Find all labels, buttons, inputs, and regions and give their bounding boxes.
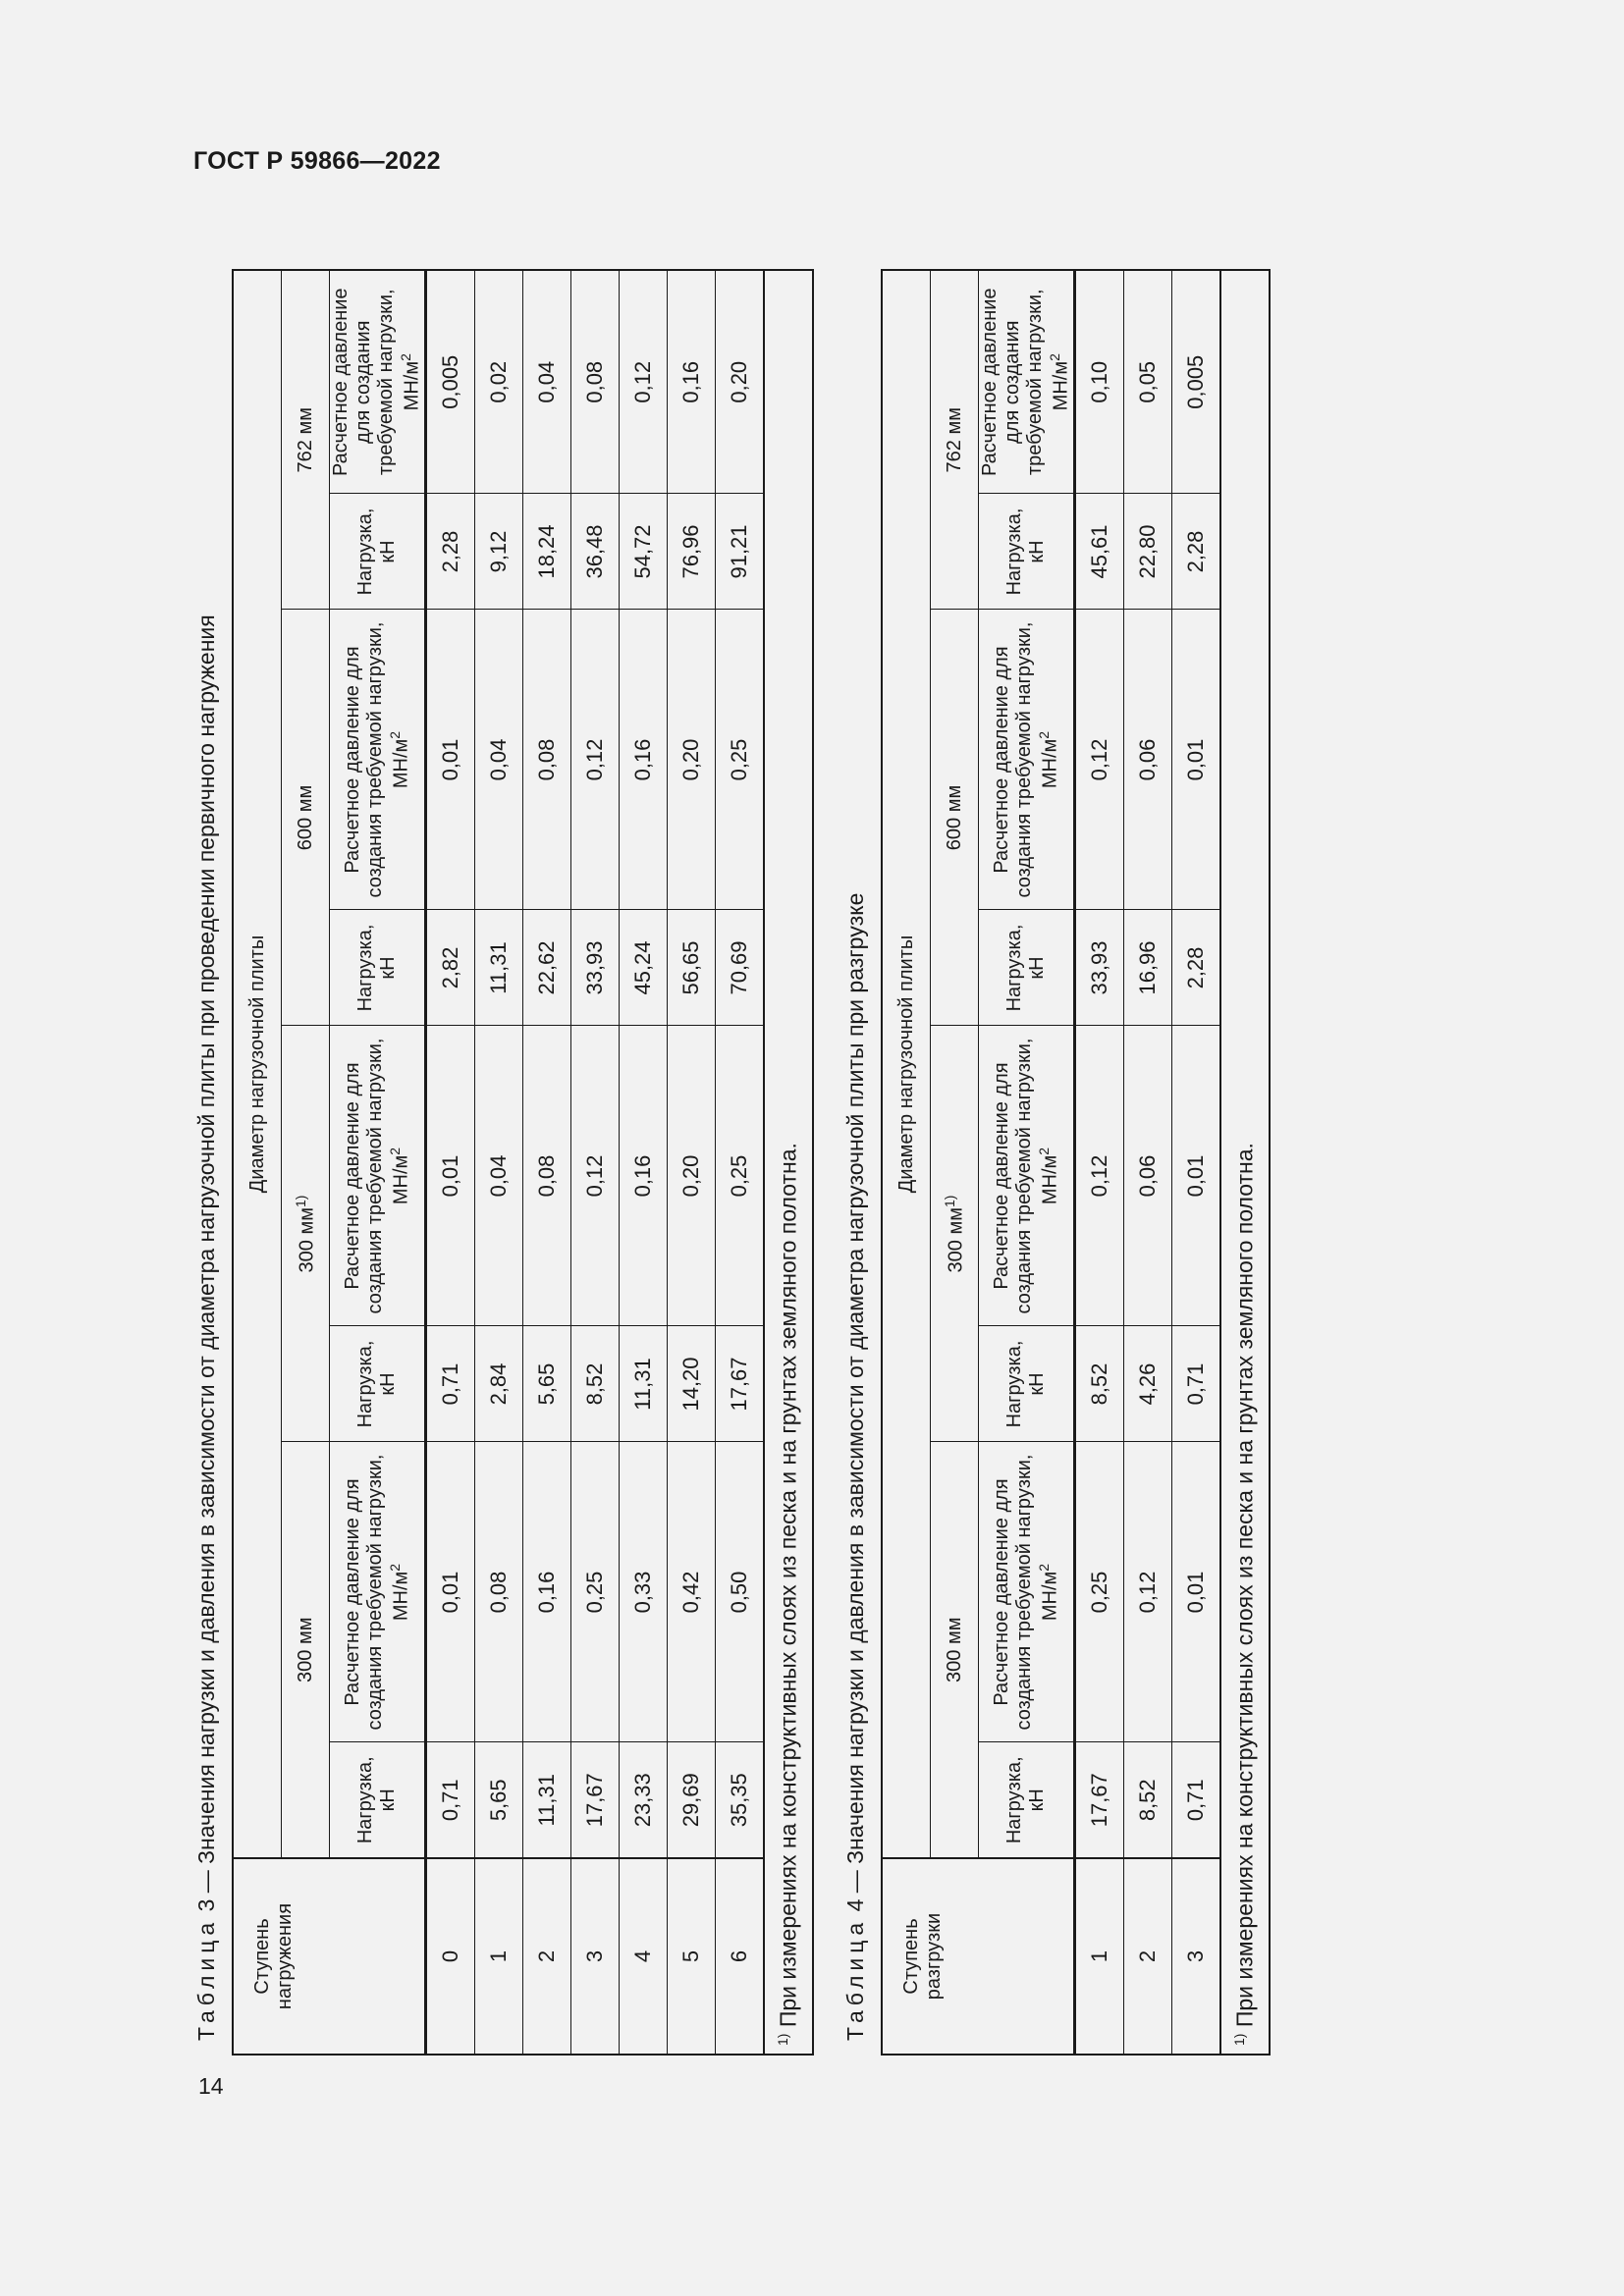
table3-stage-header: Ступень нагружения <box>233 1858 426 2055</box>
load-cell: 54,72 <box>620 494 668 610</box>
load-cell: 36,48 <box>571 494 620 610</box>
document-header: ГОСТ Р 59866—2022 <box>193 147 441 175</box>
load-cell: 0,71 <box>426 1742 475 1858</box>
load-cell: 2,28 <box>1172 910 1221 1026</box>
pressure-cell: 0,04 <box>523 270 571 494</box>
table-row <box>475 270 523 2055</box>
table-row <box>571 270 620 2055</box>
load-cell: 2,82 <box>426 910 475 1026</box>
table4-load-header: Нагрузка, кН <box>979 1742 1075 1858</box>
pressure-cell: 0,04 <box>475 1026 523 1326</box>
load-cell: 22,62 <box>523 910 571 1026</box>
load-cell: 29,69 <box>668 1742 716 1858</box>
pressure-cell: 0,01 <box>1172 1442 1221 1742</box>
load-cell: 0,71 <box>1172 1326 1221 1442</box>
table3-diameter-762: 762 мм <box>282 270 330 610</box>
table3-diameter-600: 600 мм <box>282 610 330 1026</box>
pressure-cell: 0,16 <box>523 1442 571 1742</box>
pressure-cell: 0,33 <box>620 1442 668 1742</box>
pressure-cell: 0,12 <box>620 270 668 494</box>
load-cell: 17,67 <box>571 1742 620 1858</box>
table4-pressure-header: Расчетное давление для создания требуемой нагрузки, $МН/м^2$ <box>979 1026 1075 1326</box>
load-cell: 45,61 <box>1075 494 1124 610</box>
pressure-cell: 0,10 <box>1075 270 1124 494</box>
table3-pressure-header: Расчетное давление для создания требуемой нагрузки, $МН/м^2$ <box>330 610 426 910</box>
table3-pressure-header: Расчетное давление для создания требуемой нагрузки, $МН/м^2$ <box>330 1442 426 1742</box>
load-cell: 22,80 <box>1124 494 1172 610</box>
stage-cell: 1 <box>475 1858 523 2055</box>
table4-footnote: $^{1)}$ При измерениях на конструктивных слоях из песка и на грунтах земляного полотна. <box>1220 270 1270 2055</box>
load-cell: 0,71 <box>1172 1742 1221 1858</box>
table3-diameter-group-header: Диаметр нагрузочной плиты <box>233 270 282 1858</box>
table-row <box>1172 270 1221 2055</box>
stage-cell: 2 <box>523 1858 571 2055</box>
pressure-cell: 0,20 <box>716 270 765 494</box>
pressure-cell: 0,02 <box>475 270 523 494</box>
table3-label: Таблица <box>193 1917 219 2041</box>
pressure-cell: 0,08 <box>571 270 620 494</box>
stage-cell: 2 <box>1124 1858 1172 2055</box>
table-row <box>668 270 716 2055</box>
pressure-cell: 0,25 <box>571 1442 620 1742</box>
table4-label: Таблица <box>842 1917 868 2041</box>
pressure-cell: 0,42 <box>668 1442 716 1742</box>
table4-load-header: Нагрузка, кН <box>979 1326 1075 1442</box>
table3-load-header: Нагрузка, кН <box>330 1742 426 1858</box>
table-row <box>620 270 668 2055</box>
stage-cell: 5 <box>668 1858 716 2055</box>
pressure-cell: 0,12 <box>1124 1442 1172 1742</box>
table4-caption <box>842 893 869 2041</box>
pressure-cell: 0,06 <box>1124 1026 1172 1326</box>
pressure-cell: 0,20 <box>668 1026 716 1326</box>
table4-stage-header: Ступень разгрузки <box>882 1858 1075 2055</box>
load-cell: 56,65 <box>668 910 716 1026</box>
table3-load-header: Нагрузка, кН <box>330 1326 426 1442</box>
pressure-cell: 0,12 <box>571 1026 620 1326</box>
stage-cell: 3 <box>1172 1858 1221 2055</box>
load-cell: 14,20 <box>668 1326 716 1442</box>
table4-diameter-762: 762 мм <box>931 270 979 610</box>
pressure-cell: 0,005 <box>1172 270 1221 494</box>
table3-pressure-header: Расчетное давление для создания требуемой нагрузки, $МН/м^2$ <box>330 1026 426 1326</box>
pressure-cell: 0,01 <box>426 1026 475 1326</box>
pressure-cell: 0,25 <box>716 610 765 910</box>
pressure-cell: 0,50 <box>716 1442 765 1742</box>
pressure-cell: 0,08 <box>475 1442 523 1742</box>
load-cell: 35,35 <box>716 1742 765 1858</box>
pressure-cell: 0,25 <box>1075 1442 1124 1742</box>
table-row <box>1124 270 1172 2055</box>
table3-load-header: Нагрузка, кН <box>330 494 426 610</box>
load-cell: 2,28 <box>426 494 475 610</box>
load-cell: 4,26 <box>1124 1326 1172 1442</box>
table4-caption-text: 4 — Значения нагрузки и давления в зависимости от диаметра нагрузочной плиты при разгрузке <box>842 892 868 1918</box>
pressure-cell: 0,08 <box>523 1026 571 1326</box>
load-cell: 33,93 <box>1075 910 1124 1026</box>
load-cell: 76,96 <box>668 494 716 610</box>
load-cell: 8,52 <box>571 1326 620 1442</box>
pressure-cell: 0,16 <box>620 1026 668 1326</box>
pressure-cell: 0,16 <box>668 270 716 494</box>
table4-pressure-header: Расчетное давление для создания требуемой нагрузки, $МН/м^2$ <box>979 270 1075 494</box>
table4-load-header: Нагрузка, кН <box>979 910 1075 1026</box>
stage-cell: 3 <box>571 1858 620 2055</box>
table3-footnote: $^{1)}$ При измерениях на конструктивных слоях из песка и на грунтах земляного полотна. <box>764 270 813 2055</box>
pressure-cell: 0,20 <box>668 610 716 910</box>
load-cell: 2,84 <box>475 1326 523 1442</box>
table3-load-header: Нагрузка, кН <box>330 910 426 1026</box>
pressure-cell: 0,12 <box>571 610 620 910</box>
load-cell: 11,31 <box>523 1742 571 1858</box>
table4-diameter-600: 600 мм <box>931 610 979 1026</box>
load-cell: 70,69 <box>716 910 765 1026</box>
table3-pressure-header: Расчетное давление для создания требуемой нагрузки, $МН/м^2$ <box>330 270 426 494</box>
pressure-cell: 0,12 <box>1075 1026 1124 1326</box>
load-cell: 11,31 <box>475 910 523 1026</box>
table4 <box>881 269 1271 2056</box>
load-cell: 16,96 <box>1124 910 1172 1026</box>
load-cell: 8,52 <box>1075 1326 1124 1442</box>
table-row <box>523 270 571 2055</box>
table4-pressure-header: Расчетное давление для создания требуемой нагрузки, $МН/м^2$ <box>979 610 1075 910</box>
pressure-cell: 0,08 <box>523 610 571 910</box>
stage-cell: 6 <box>716 1858 765 2055</box>
load-cell: 91,21 <box>716 494 765 610</box>
load-cell: 11,31 <box>620 1326 668 1442</box>
table4-diameter-group-header: Диаметр нагрузочной плиты <box>882 270 931 1858</box>
load-cell: 17,67 <box>1075 1742 1124 1858</box>
table4-diameter-300-note: 300 $мм^{1)}$ <box>931 1026 979 1442</box>
stage-cell: 4 <box>620 1858 668 2055</box>
table3-caption <box>193 614 220 2041</box>
load-cell: 33,93 <box>571 910 620 1026</box>
pressure-cell: 0,06 <box>1124 610 1172 910</box>
load-cell: 5,65 <box>523 1326 571 1442</box>
load-cell: 2,28 <box>1172 494 1221 610</box>
table3 <box>232 269 814 2056</box>
load-cell: 18,24 <box>523 494 571 610</box>
pressure-cell: 0,01 <box>426 1442 475 1742</box>
pressure-cell: 0,16 <box>620 610 668 910</box>
page-number: 14 <box>198 2073 224 2099</box>
load-cell: 9,12 <box>475 494 523 610</box>
pressure-cell: 0,005 <box>426 270 475 494</box>
load-cell: 5,65 <box>475 1742 523 1858</box>
table3-diameter-300-note: 300 $мм^{1)}$ <box>282 1026 330 1442</box>
table4-diameter-300: 300 мм <box>931 1442 979 1858</box>
load-cell: 8,52 <box>1124 1742 1172 1858</box>
pressure-cell: 0,01 <box>1172 1026 1221 1326</box>
table-row <box>1075 270 1124 2055</box>
pressure-cell: 0,12 <box>1075 610 1124 910</box>
table4-load-header: Нагрузка, кН <box>979 494 1075 610</box>
load-cell: 45,24 <box>620 910 668 1026</box>
load-cell: 23,33 <box>620 1742 668 1858</box>
pressure-cell: 0,04 <box>475 610 523 910</box>
pressure-cell: 0,05 <box>1124 270 1172 494</box>
table3-caption-text: 3 — Значения нагрузки и давления в зависимости от диаметра нагрузочной плиты при проведении первичного нагружения <box>193 614 219 1918</box>
load-cell: 0,71 <box>426 1326 475 1442</box>
table4-pressure-header: Расчетное давление для создания требуемой нагрузки, $МН/м^2$ <box>979 1442 1075 1742</box>
table-row <box>426 270 475 2055</box>
table3-diameter-300: 300 мм <box>282 1442 330 1858</box>
stage-cell: 0 <box>426 1858 475 2055</box>
stage-cell: 1 <box>1075 1858 1124 2055</box>
load-cell: 17,67 <box>716 1326 765 1442</box>
table-row <box>716 270 765 2055</box>
pressure-cell: 0,25 <box>716 1026 765 1326</box>
pressure-cell: 0,01 <box>1172 610 1221 910</box>
pressure-cell: 0,01 <box>426 610 475 910</box>
